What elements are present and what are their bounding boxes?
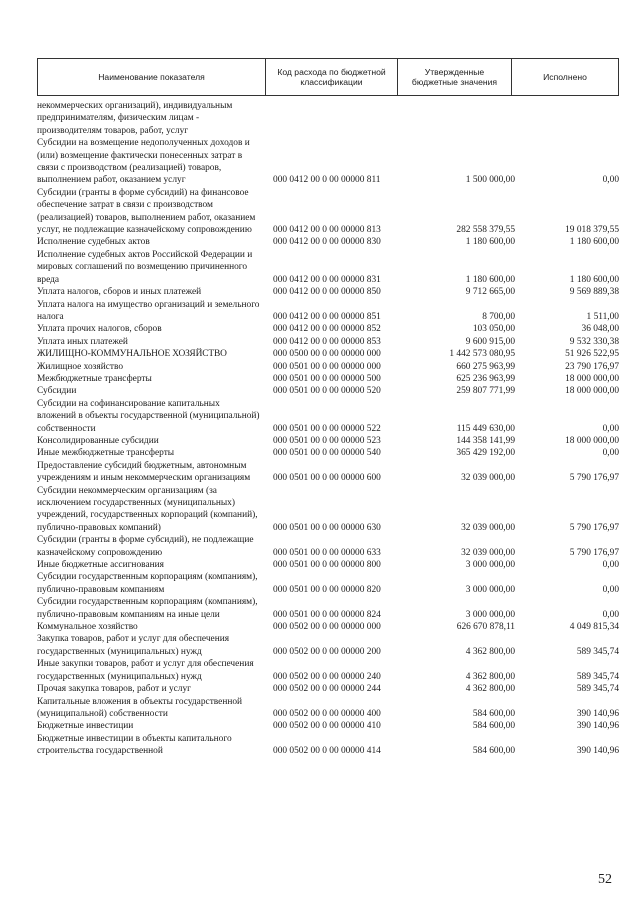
table-row xyxy=(37,373,619,385)
header-code: Код расхода по бюджетной классификации xyxy=(266,59,398,95)
row-approved: 584 600,00 xyxy=(472,721,515,732)
row-executed: 5 790 176,97 xyxy=(569,547,619,558)
row-code: 000 0502 00 0 00 00000 240 xyxy=(273,671,381,682)
row-code: 000 0501 00 0 00 00000 633 xyxy=(273,547,381,558)
row-executed: 5 790 176,97 xyxy=(569,522,619,533)
row-executed: 18 000 000,00 xyxy=(565,373,619,384)
row-code: 000 0501 00 0 00 00000 522 xyxy=(273,423,381,434)
row-approved: 4 362 800,00 xyxy=(465,646,515,657)
row-executed: 4 049 815,34 xyxy=(569,622,619,633)
table-row xyxy=(37,187,619,237)
row-executed: 0,00 xyxy=(602,448,619,459)
row-executed: 18 000 000,00 xyxy=(565,435,619,446)
row-name: Капитальные вложения в объекты государственной (муниципальной) собственности xyxy=(37,696,243,719)
row-approved: 3 000 000,00 xyxy=(465,609,515,620)
table-row xyxy=(37,696,619,721)
table-row xyxy=(37,596,619,621)
table-row xyxy=(37,435,619,447)
row-name: Субсидии на софинансирование капитальных вложений в объекты государственной (муниципальной) собственности xyxy=(37,398,260,434)
row-name: Субсидии на возмещение недополученных доходов и (или) возмещение фактически понесенных затрат в связи с производством (реализацией) товаров, выполнением работ, оказанием услуг xyxy=(37,138,250,186)
table-row xyxy=(37,336,619,348)
row-name: Бюджетные инвестиции в объекты капитального строительства государственной xyxy=(37,733,232,757)
row-executed: 0,00 xyxy=(602,175,619,186)
row-approved: 282 558 379,55 xyxy=(456,225,515,236)
table-row xyxy=(37,299,619,324)
row-executed: 18 000 000,00 xyxy=(565,386,619,397)
row-executed: 51 926 522,95 xyxy=(565,349,619,360)
row-name: Субсидии некоммерческим организациям (за исключением государственных (муниципальных) учреждений, государственных корпораций (компаний), публично-правовых компаний) xyxy=(37,485,258,533)
row-executed: 1 180 600,00 xyxy=(569,237,619,248)
row-approved: 32 039 000,00 xyxy=(461,473,515,484)
table-row xyxy=(37,534,619,559)
row-code: 000 0412 00 0 00 00000 813 xyxy=(273,225,381,236)
table-row xyxy=(37,720,619,732)
table-row xyxy=(37,286,619,298)
row-approved: 1 500 000,00 xyxy=(465,175,515,186)
row-code: 000 0502 00 0 00 00000 414 xyxy=(273,746,381,757)
row-name: ЖИЛИЩНО-КОММУНАЛЬНОЕ ХОЗЯЙСТВО xyxy=(37,349,227,360)
row-approved: 660 275 963,99 xyxy=(456,361,515,372)
table-row xyxy=(37,348,619,360)
row-code: 000 0412 00 0 00 00000 852 xyxy=(273,324,381,335)
row-approved: 1 442 573 080,95 xyxy=(449,349,515,360)
row-approved: 3 000 000,00 xyxy=(465,560,515,571)
row-code: 000 0502 00 0 00 00000 244 xyxy=(273,684,381,695)
row-code: 000 0502 00 0 00 00000 400 xyxy=(273,708,381,719)
row-code: 000 0501 00 0 00 00000 630 xyxy=(273,522,381,533)
table-row xyxy=(37,633,619,658)
row-name: Уплата налогов, сборов и иных платежей xyxy=(37,287,202,298)
table-body xyxy=(37,100,619,758)
row-name: Межбюджетные трансферты xyxy=(37,373,152,384)
row-name: Субсидии (гранты в форме субсидий) на финансовое обеспечение затрат в связи с производством (реализацией) товаров, выполнением работ, оказанием услуг, не подлежащие казначейскому сопровождению xyxy=(37,187,256,236)
row-approved: 1 180 600,00 xyxy=(465,237,515,248)
row-code: 000 0501 00 0 00 00000 824 xyxy=(273,609,381,620)
row-code: 000 0501 00 0 00 00000 500 xyxy=(273,373,381,384)
table-row xyxy=(37,559,619,571)
row-approved: 625 236 963,99 xyxy=(456,373,515,384)
row-executed: 23 790 176,97 xyxy=(565,361,619,372)
row-code: 000 0412 00 0 00 00000 853 xyxy=(273,336,381,347)
row-approved: 4 362 800,00 xyxy=(465,671,515,682)
row-approved: 9 712 665,00 xyxy=(465,287,515,298)
row-executed: 5 790 176,97 xyxy=(569,473,619,484)
row-name: Уплата прочих налогов, сборов xyxy=(37,324,162,335)
row-executed: 589 345,74 xyxy=(576,671,619,682)
row-code: 000 0412 00 0 00 00000 830 xyxy=(273,237,381,248)
header-approved: Утвержденные бюджетные значения xyxy=(398,59,512,95)
table-row xyxy=(37,447,619,459)
row-approved: 259 807 771,99 xyxy=(456,386,515,397)
row-name: Иные межбюджетные трансферты xyxy=(37,448,175,459)
row-code: 000 0412 00 0 00 00000 850 xyxy=(273,287,381,298)
row-name: Субсидии (гранты в форме субсидий), не подлежащие казначейскому сопровождению xyxy=(37,535,254,558)
row-name: Исполнение судебных актов xyxy=(37,237,150,248)
row-approved: 9 600 915,00 xyxy=(465,336,515,347)
row-code: 000 0412 00 0 00 00000 851 xyxy=(273,311,381,322)
row-name: Жилищное хозяйство xyxy=(37,361,124,372)
row-name: Закупка товаров, работ и услуг для обеспечения государственных (муниципальных) нужд xyxy=(37,634,230,657)
table-row xyxy=(37,683,619,695)
row-code: 000 0501 00 0 00 00000 520 xyxy=(273,386,381,397)
table-row xyxy=(37,485,619,535)
table-row xyxy=(37,361,619,373)
row-approved: 1 180 600,00 xyxy=(465,274,515,285)
row-approved: 103 050,00 xyxy=(472,324,515,335)
row-code: 000 0501 00 0 00 00000 800 xyxy=(273,560,381,571)
row-name: Иные бюджетные ассигнования xyxy=(37,560,164,571)
row-approved: 8 700,00 xyxy=(482,311,515,322)
row-executed: 390 140,96 xyxy=(576,746,619,757)
row-executed: 9 569 889,38 xyxy=(569,287,619,298)
row-code: 000 0501 00 0 00 00000 523 xyxy=(273,435,381,446)
row-approved: 626 670 878,11 xyxy=(456,622,515,633)
row-name: Бюджетные инвестиции xyxy=(37,721,134,732)
row-code: 000 0500 00 0 00 00000 000 xyxy=(273,349,381,360)
row-executed: 0,00 xyxy=(602,423,619,434)
table-row xyxy=(37,249,619,286)
row-executed: 0,00 xyxy=(602,560,619,571)
table-row xyxy=(37,733,619,758)
row-approved: 32 039 000,00 xyxy=(461,547,515,558)
table-row xyxy=(37,571,619,596)
row-executed: 1 511,00 xyxy=(586,311,619,322)
row-approved: 584 600,00 xyxy=(472,708,515,719)
table-row xyxy=(37,236,619,248)
row-executed: 36 048,00 xyxy=(581,324,619,335)
header-name: Наименование показателя xyxy=(38,59,266,95)
row-name: Исполнение судебных актов Российской Федерации и мировых соглашений по возмещению причиненного вреда xyxy=(37,249,253,285)
row-approved: 115 449 630,00 xyxy=(456,423,515,434)
row-approved: 365 429 192,00 xyxy=(456,448,515,459)
row-executed: 390 140,96 xyxy=(576,708,619,719)
row-name: Коммунальное хозяйство xyxy=(37,622,138,633)
row-code: 000 0502 00 0 00 00000 410 xyxy=(273,721,381,732)
row-executed: 9 532 330,38 xyxy=(569,336,619,347)
row-executed: 1 180 600,00 xyxy=(569,274,619,285)
row-name: Уплата налога на имущество организаций и земельного налога xyxy=(37,299,260,322)
row-approved: 144 358 141,99 xyxy=(456,435,515,446)
row-name: Консолидированные субсидии xyxy=(37,435,159,446)
row-executed: 589 345,74 xyxy=(576,646,619,657)
page-number: 52 xyxy=(598,872,612,887)
table-row xyxy=(37,658,619,683)
table-row xyxy=(37,385,619,397)
row-approved: 4 362 800,00 xyxy=(465,684,515,695)
row-executed: 0,00 xyxy=(602,609,619,620)
row-approved: 3 000 000,00 xyxy=(465,584,515,595)
row-code: 000 0501 00 0 00 00000 540 xyxy=(273,448,381,459)
table-row xyxy=(37,137,619,187)
table-header xyxy=(37,58,619,96)
row-name: Иные закупки товаров, работ и услуг для обеспечения государственных (муниципальных) нужд xyxy=(37,659,254,682)
row-approved: 32 039 000,00 xyxy=(461,522,515,533)
table-row xyxy=(37,100,619,137)
row-approved: 584 600,00 xyxy=(472,746,515,757)
row-name: некоммерческих организаций), индивидуальным предпринимателям, физическим лицам - производителям товаров, работ, услуг xyxy=(37,101,233,136)
row-name: Прочая закупка товаров, работ и услуг xyxy=(37,684,191,695)
row-name: Субсидии государственным корпорациям (компаниям), публично-правовым компаниям на иные цели xyxy=(37,597,258,620)
row-executed: 0,00 xyxy=(602,584,619,595)
row-code: 000 0501 00 0 00 00000 600 xyxy=(273,473,381,484)
row-name: Уплата иных платежей xyxy=(37,336,128,347)
table-row xyxy=(37,398,619,435)
header-executed: Исполнено xyxy=(543,72,587,82)
row-executed: 589 345,74 xyxy=(576,684,619,695)
row-code: 000 0412 00 0 00 00000 831 xyxy=(273,274,381,285)
row-name: Предоставление субсидий бюджетным, автономным учреждениям и иным некоммерческим организациям xyxy=(37,460,251,484)
row-executed: 390 140,96 xyxy=(576,721,619,732)
row-code: 000 0502 00 0 00 00000 200 xyxy=(273,646,381,657)
table-row xyxy=(37,323,619,335)
row-code: 000 0412 00 0 00 00000 811 xyxy=(273,175,381,186)
row-executed: 19 018 379,55 xyxy=(565,225,619,236)
table-row xyxy=(37,621,619,633)
row-code: 000 0502 00 0 00 00000 000 xyxy=(273,622,381,633)
table-row xyxy=(37,460,619,485)
row-name: Субсидии xyxy=(37,386,77,397)
row-code: 000 0501 00 0 00 00000 820 xyxy=(273,584,381,595)
row-name: Субсидии государственным корпорациям (компаниям), публично-правовым компаниям xyxy=(37,572,258,595)
row-code: 000 0501 00 0 00 00000 000 xyxy=(273,361,381,372)
